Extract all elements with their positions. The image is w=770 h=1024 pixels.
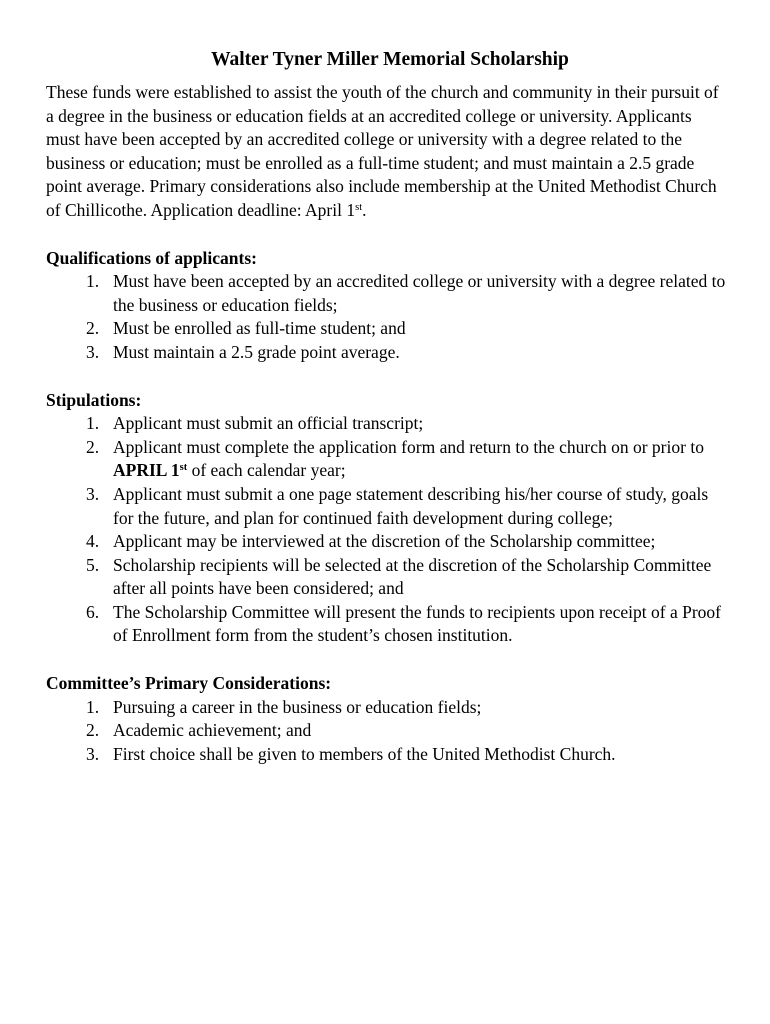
list-item-text-before: Applicant must complete the application form and return to the church on or prior to <box>113 436 704 457</box>
list-item-text: The Scholarship Committee will present the funds to recipients upon receipt of a Proof of Enrollment form from the student’s chosen institution. <box>113 601 721 646</box>
list-item <box>46 317 740 341</box>
deadline-superscript: st <box>179 462 188 474</box>
intro-deadline-superscript: st <box>355 201 363 213</box>
list-item-number: 1. <box>86 413 100 434</box>
list-item-text: Pursuing a career in the business or education fields; <box>113 696 482 717</box>
intro-paragraph <box>46 81 726 223</box>
list-item-number: 1. <box>86 696 100 717</box>
list-item <box>46 696 740 720</box>
considerations-section <box>46 672 740 766</box>
list-item <box>46 530 740 554</box>
list-item-text: Applicant must submit an official transcript; <box>113 413 424 434</box>
list-item-number: 2. <box>86 720 100 741</box>
list-item <box>46 554 740 601</box>
stipulations-heading: Stipulations: <box>46 389 142 410</box>
list-item <box>46 743 740 767</box>
intro-text: These funds were established to assist the youth of the church and community in their pursuit of a degree in the business or education fields at an accredited college or university. Applicants must have been accepted by an accredited college or university with a degree related to the business or education; must be enrolled as a full-time student; and must maintain a 2.5 grade point average. Primary considerations also include membership at the United Methodist Church of Chillicothe. Application deadline: April 1 <box>46 82 719 220</box>
list-item <box>46 270 740 317</box>
qualifications-heading: Qualifications of applicants: <box>46 247 257 268</box>
list-item-number: 2. <box>86 436 100 457</box>
list-item <box>46 412 740 436</box>
list-item-number: 5. <box>86 554 100 575</box>
list-item-text: Must maintain a 2.5 grade point average. <box>113 341 400 362</box>
list-item-number: 4. <box>86 531 100 552</box>
stipulations-section <box>46 389 740 649</box>
list-item-number: 3. <box>86 483 100 504</box>
stipulations-list <box>46 412 740 648</box>
list-item-number: 3. <box>86 341 100 362</box>
list-item <box>46 436 740 483</box>
list-item-text-after: of each calendar year; <box>187 460 346 481</box>
list-item <box>46 483 740 530</box>
list-item-text: Must be enrolled as full-time student; and <box>113 318 406 339</box>
list-item <box>46 719 740 743</box>
list-item <box>46 601 740 648</box>
list-item-text: Academic achievement; and <box>113 720 312 741</box>
qualifications-section <box>46 247 740 365</box>
list-item-text: Applicant must submit a one page statement describing his/her course of study, goals for the future, and plan for continued faith development during college; <box>113 483 709 528</box>
list-item-number: 2. <box>86 318 100 339</box>
list-item <box>46 341 740 365</box>
qualifications-list <box>46 270 740 364</box>
list-item-number: 3. <box>86 743 100 764</box>
list-item-text: Scholarship recipients will be selected at the discretion of the Scholarship Committee after all points have been considered; and <box>113 554 712 599</box>
list-item-number: 1. <box>86 271 100 292</box>
document-title: Walter Tyner Miller Memorial Scholarship <box>211 49 569 70</box>
list-item-text: First choice shall be given to members of the United Methodist Church. <box>113 743 616 764</box>
list-item-text <box>113 436 729 483</box>
list-item-text: Applicant may be interviewed at the discretion of the Scholarship committee; <box>113 531 656 552</box>
list-item-text: Must have been accepted by an accredited college or university with a degree related to the business or education fields; <box>113 271 726 315</box>
deadline-date: APRIL 1 <box>113 460 180 481</box>
considerations-heading: Committee’s Primary Considerations: <box>46 673 332 694</box>
list-item-number: 6. <box>86 601 100 622</box>
intro-end: . <box>362 199 367 220</box>
considerations-list <box>46 696 740 767</box>
